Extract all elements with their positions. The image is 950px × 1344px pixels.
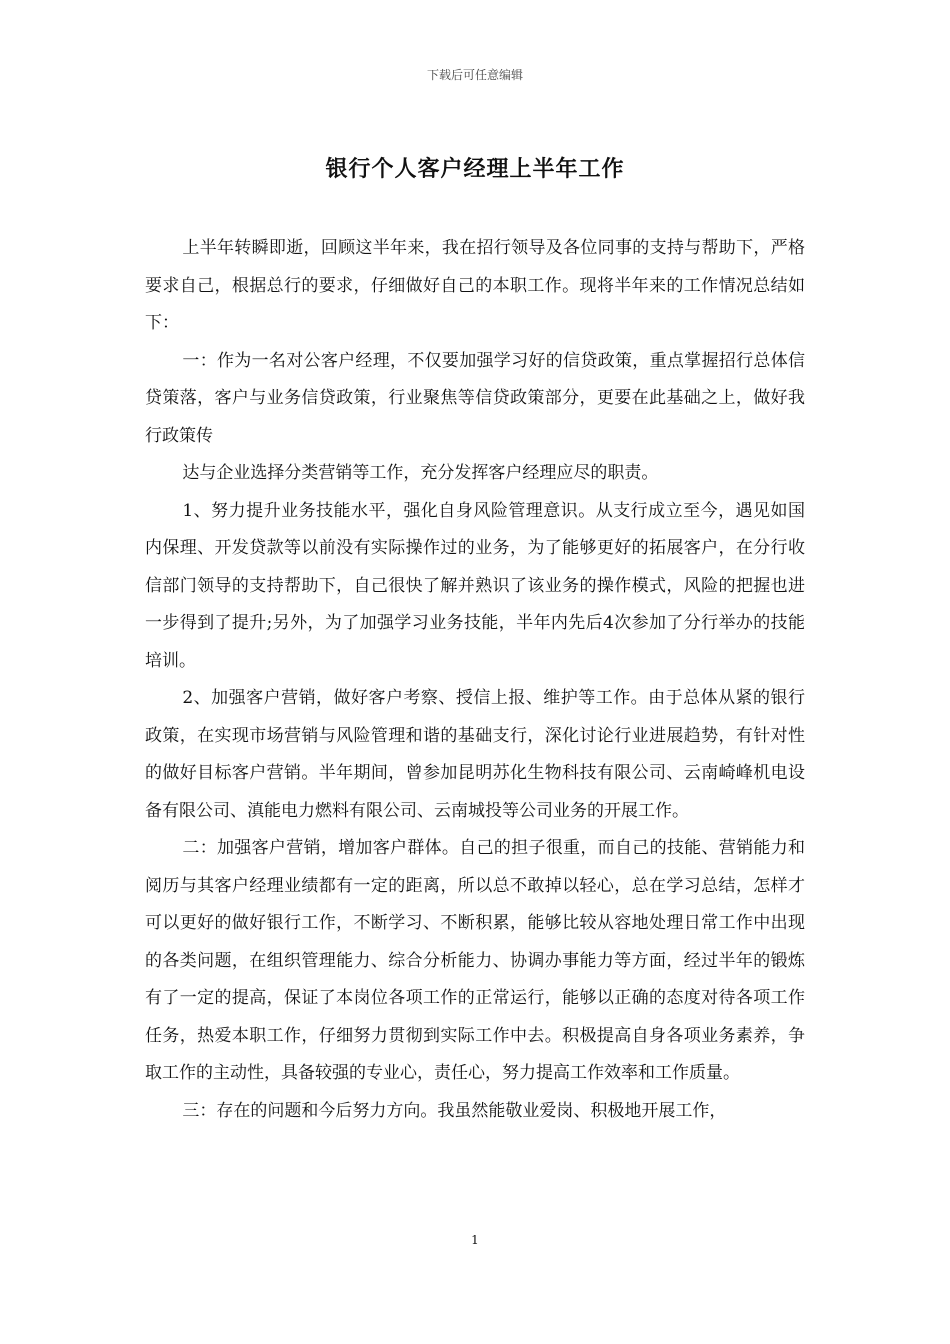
paragraph-section-three: 三：存在的问题和今后努力方向。我虽然能敬业爱岗、积极地开展工作， xyxy=(182,1100,727,1121)
paragraph-section-two: 二：加强客户营销，增加客户群体。自己的担子很重，而自己的技能、营销能力和阅历与其客户经理业绩都有一定的距离，所以总不敢掉以轻心，总在学习总结，怎样才可以更好的做好银行工作，不断学习、不断积累，能够比较从容地处理日常工作中出现的各类问题，在组织管理能力、综合分析能力、协调办事能力等方面，经过半年的锻炼有了一定的提高，保证了本岗位各项工作的正常运行，能够以正确的态度对待各项工作任务，热爱本职工作，仔细努力贯彻到实际工作中去。积极提高自身各项业务素养，争取工作的主动性，具备较强的专业心，责任心，努力提高工作效率和工作质量。 xyxy=(145,838,805,1083)
paragraph-item-1: 1、努力提升业务技能水平，强化自身风险管理意识。从支行成立至今，遇见如国内保理、开发贷款等以前没有实际操作过的业务，为了能够更好的拓展客户，在分行收信部门领导的支持帮助下，自己很快了解并熟识了该业务的操作模式，风险的把握也进一步得到了提升;另外，为了加强学习业务技能，半年内先后4次参加了分行举办的技能培训。 xyxy=(145,500,805,671)
page-header-note: 下载后可任意编辑 xyxy=(426,68,523,82)
document-body xyxy=(145,230,805,1130)
paragraph-section-one-cont: 达与企业选择分类营销等工作，充分发挥客户经理应尽的职责。 xyxy=(182,463,659,483)
page-number: 1 xyxy=(471,1233,479,1247)
paragraph-item-2: 2、加强客户营销，做好客户考察、授信上报、维护等工作。由于总体从紧的银行政策，在实现市场营销与风险管理和谐的基础支行，深化讨论行业进展趋势，有针对性的做好目标客户营销。半年期间，曾参加昆明苏化生物科技有限公司、云南崎峰机电设备有限公司、滇能电力燃料有限公司、云南城投等公司业务的开展工作。 xyxy=(145,688,805,821)
document-title: 银行个人客户经理上半年工作 xyxy=(325,156,625,182)
paragraph-intro: 上半年转瞬即逝，回顾这半年来，我在招行领导及各位同事的支持与帮助下，严格要求自己，根据总行的要求，仔细做好自己的本职工作。现将半年来的工作情况总结如下： xyxy=(145,238,805,333)
paragraph-section-one: 一：作为一名对公客户经理，不仅要加强学习好的信贷政策，重点掌握招行总体信贷策落，客户与业务信贷政策，行业聚焦等信贷政策部分，更要在此基础之上，做好我行政策传 xyxy=(145,350,805,446)
